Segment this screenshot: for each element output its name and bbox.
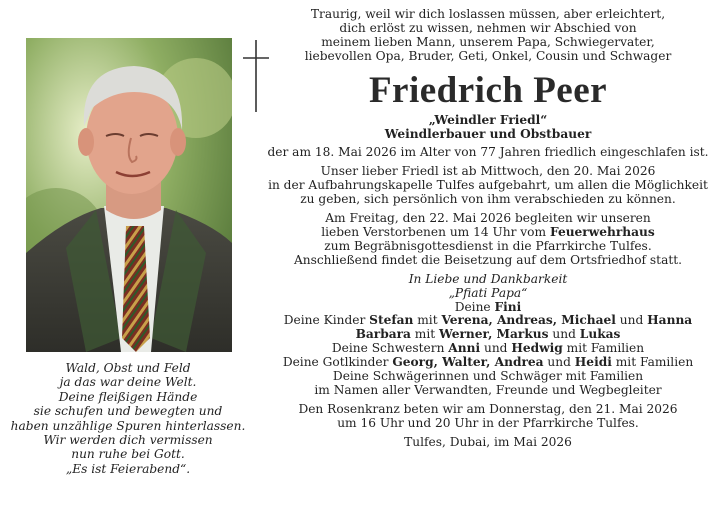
rosary-line: Den Rosenkranz beten wir am Donnerstag, den 21. Mai 2026	[298, 401, 678, 416]
poem-line: sie schufen und bewegten und	[33, 404, 223, 419]
family-children: Deine Kinder Stefan mit Verena, Andreas, Michael und Hanna	[283, 313, 693, 328]
intro-line: dich erlöst zu wissen, nehmen wir Abschied von	[339, 20, 637, 35]
poem-line: nun ruhe bei Gott.	[71, 447, 185, 462]
funeral-line: lieben Verstorbenen um 14 Uhr vom Feuerwehrhaus	[321, 224, 655, 239]
nickname: „Weindler Friedl“	[428, 112, 548, 127]
poem-line: Deine fleißigen Hände	[58, 389, 198, 404]
intro-line: Traurig, weil wir dich loslassen müssen, aber erleichtert,	[310, 7, 666, 21]
portrait-photo	[26, 38, 232, 352]
funeral-line: zum Begräbnisgottesdienst in die Pfarrkirche Tulfes.	[324, 238, 652, 253]
deceased-name: Friedrich Peer	[368, 69, 608, 111]
family-inlaws: Deine Schwägerinnen und Schwäger mit Familien	[332, 369, 644, 384]
memorial-poem	[10, 361, 246, 476]
viewing-line: in der Aufbahrungskapelle Tulfes aufgebahrt, um allen die Möglichkeit	[268, 178, 708, 193]
family-sisters: Deine Schwestern Anni und Hedwig mit Familien	[331, 341, 645, 356]
poem-line: haben unzählige Spuren hinterlassen.	[10, 418, 246, 433]
intro-line: meinem lieben Mann, unserem Papa, Schwiegervater,	[321, 34, 655, 49]
occupation: Weindlerbauer und Obstbauer	[384, 126, 592, 141]
poem-line: ja das war deine Welt.	[59, 375, 197, 390]
closing-line: In Liebe und Dankbarkeit	[408, 271, 568, 286]
place-date: Tulfes, Dubai, im Mai 2026	[404, 434, 572, 449]
viewing-line: zu geben, sich persönlich von ihm verabschieden zu können.	[300, 192, 676, 207]
obituary-text	[256, 8, 720, 450]
poem-line: „Es ist Feierabend“.	[65, 461, 191, 476]
viewing-line: Unser lieber Friedl ist ab Mittwoch, den 20. Mai 2026	[320, 164, 656, 179]
poem-line: Wir werden dich vermissen	[43, 433, 213, 448]
death-notice: der am 18. Mai 2026 im Alter von 77 Jahren friedlich eingeschlafen ist.	[267, 145, 709, 160]
rosary-line: um 16 Uhr und 20 Uhr in der Pfarrkirche Tulfes.	[337, 415, 639, 430]
intro-line: liebevollen Opa, Bruder, Geti, Onkel, Cousin und Schwager	[304, 48, 672, 63]
funeral-line: Anschließend findet die Beisetzung auf dem Ortsfriedhof statt.	[293, 252, 683, 267]
family-godchildren: Deine Gotlkinder Georg, Walter, Andrea und Heidi mit Familien	[282, 355, 694, 370]
poem-line: Wald, Obst und Feld	[65, 361, 191, 375]
closing-line: „Pfiati Papa“	[448, 285, 528, 300]
family-others: im Namen aller Verwandten, Freunde und Wegbegleiter	[314, 382, 662, 397]
family-wife: Deine Fini	[454, 299, 522, 314]
family-children-2: Barbara mit Werner, Markus und Lukas	[355, 327, 621, 342]
funeral-line: Am Freitag, den 22. Mai 2026 begleiten wir unseren	[325, 211, 651, 226]
